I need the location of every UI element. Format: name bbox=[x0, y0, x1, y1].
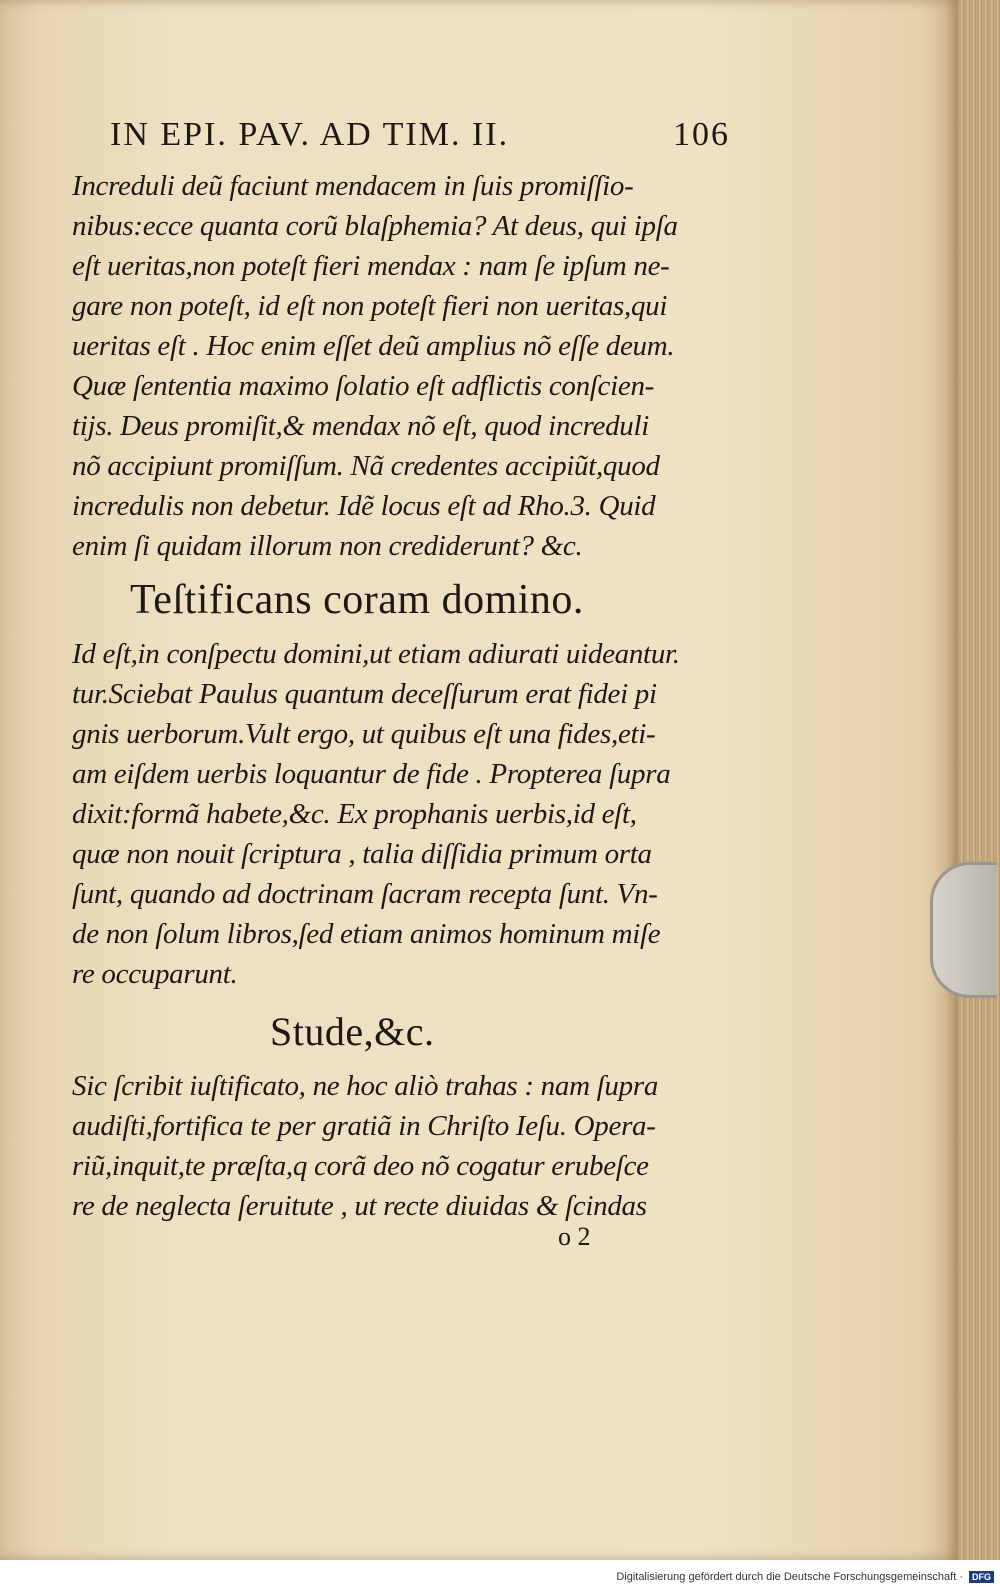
page-edges bbox=[958, 0, 1000, 1560]
text-line: nibus:ecce quanta corũ blaſphemia? At deus, qui ipſa bbox=[72, 210, 678, 242]
text-line: gare non poteſt, id eſt non poteſt fieri non ueritas,qui bbox=[72, 290, 668, 322]
text-line: dixit:formã habete,&c. Ex prophanis uerbis,id eſt, bbox=[72, 798, 637, 830]
text-line: audiſti,fortifica te per gratiã in Chriſto Ieſu. Opera- bbox=[72, 1110, 656, 1142]
text-line: tijs. Deus promiſit,& mendax nõ eſt, quod increduli bbox=[72, 410, 649, 442]
text-line: riũ,inquit,te præſta,q corã deo nõ cogatur erubeſce bbox=[72, 1150, 649, 1182]
page-text bbox=[50, 100, 730, 1226]
dfg-logo-icon: DFG bbox=[969, 1571, 994, 1583]
paragraph-3 bbox=[50, 1066, 730, 1226]
text-line: quæ non nouit ſcriptura , talia diſſidia primum orta bbox=[72, 838, 652, 870]
digitization-footer bbox=[0, 1560, 1000, 1593]
text-line: nõ accipiunt promiſſum. Nã credentes accipiũt,quod bbox=[72, 450, 660, 482]
page-number: 106 bbox=[673, 116, 730, 153]
text-line: tur.Sciebat Paulus quantum deceſſurum erat fidei pi bbox=[72, 678, 657, 710]
footer-credit: Digitalisierung gefördert durch die Deutsche Forschungsgemeinschaft · bbox=[616, 1570, 963, 1583]
text-line: ueritas eſt . Hoc enim eſſet deũ amplius nõ eſſe deum. bbox=[72, 330, 675, 362]
paragraph-2 bbox=[50, 634, 730, 994]
text-line: re de neglecta ſeruitute , ut recte diuidas & ſcindas bbox=[72, 1190, 647, 1222]
text-line: enim ſi quidam illorum non crediderunt? &c. bbox=[72, 530, 583, 562]
text-line: Increduli deũ faciunt mendacem in ſuis promiſſio- bbox=[72, 170, 634, 202]
text-line: de non ſolum libros,ſed etiam animos hominum miſe bbox=[72, 918, 661, 950]
text-line: gnis uerborum.Vult ergo, ut quibus eſt una fides,eti- bbox=[72, 718, 656, 750]
text-line: Quæ ſententia maximo ſolatio eſt adflictis conſcien- bbox=[72, 370, 655, 402]
signature-mark: o 2 bbox=[558, 1222, 591, 1251]
text-line: Id eſt,in conſpectu domini,ut etiam adiurati uideantur. bbox=[72, 638, 680, 670]
text-line: ſunt, quando ad doctrinam ſacram recepta ſunt. Vn- bbox=[72, 878, 658, 910]
running-head-title: IN EPI. PAV. AD TIM. II. bbox=[110, 116, 510, 153]
paragraph-1 bbox=[50, 166, 730, 566]
text-line: Sic ſcribit iuſtificato, ne hoc aliò trahas : nam ſupra bbox=[72, 1070, 659, 1102]
section-heading-stude: Stude,&c. bbox=[270, 1009, 435, 1054]
text-line: re occuparunt. bbox=[72, 958, 238, 990]
text-line: incredulis non debetur. Idẽ locus eſt ad Rho.3. Quid bbox=[72, 490, 656, 522]
running-head bbox=[110, 116, 730, 154]
text-line: eſt ueritas,non poteſt fieri mendax : nam ſe ipſum ne- bbox=[72, 250, 670, 282]
text-line: am eiſdem uerbis loquantur de fide . Propterea ſupra bbox=[72, 758, 671, 790]
book-clasp bbox=[930, 862, 997, 998]
section-heading-testificans: Teſtificans coram domino. bbox=[130, 577, 584, 623]
